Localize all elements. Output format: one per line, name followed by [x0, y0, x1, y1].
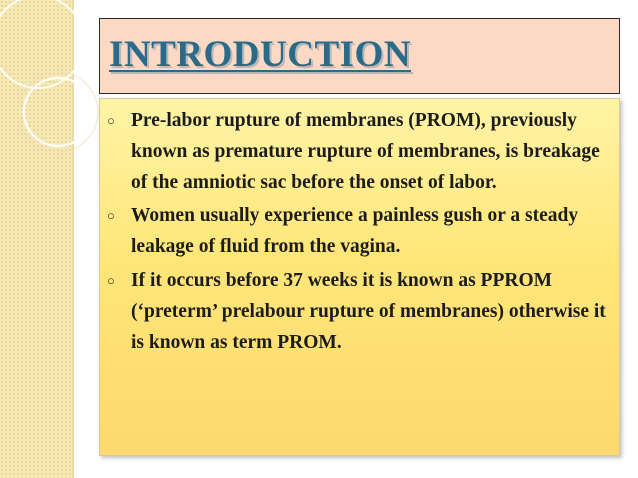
list-item — [106, 201, 614, 263]
bullet-circle-icon: ○ — [107, 208, 115, 224]
slide-title: INTRODUCTION — [109, 34, 412, 75]
list-item — [106, 266, 614, 358]
bullet-text: If it occurs before 37 weeks it is known as PPROM (‘preterm’ prelabour rupture of membranes) otherwise it is known as term PROM. — [131, 269, 606, 353]
bullet-text: Women usually experience a painless gush or a steady leakage of fluid from the vagina. — [131, 205, 579, 258]
content-box — [99, 98, 620, 456]
list-item — [106, 106, 614, 198]
bullet-circle-icon: ○ — [107, 272, 115, 288]
title-box — [99, 18, 620, 94]
bullet-list — [106, 106, 614, 361]
bullet-text: Pre-labor rupture of membranes (PROM), previously known as premature rupture of membranes, is breakage of the amniotic sac before the onset of labor. — [131, 110, 600, 193]
bullet-circle-icon: ○ — [107, 113, 115, 128]
